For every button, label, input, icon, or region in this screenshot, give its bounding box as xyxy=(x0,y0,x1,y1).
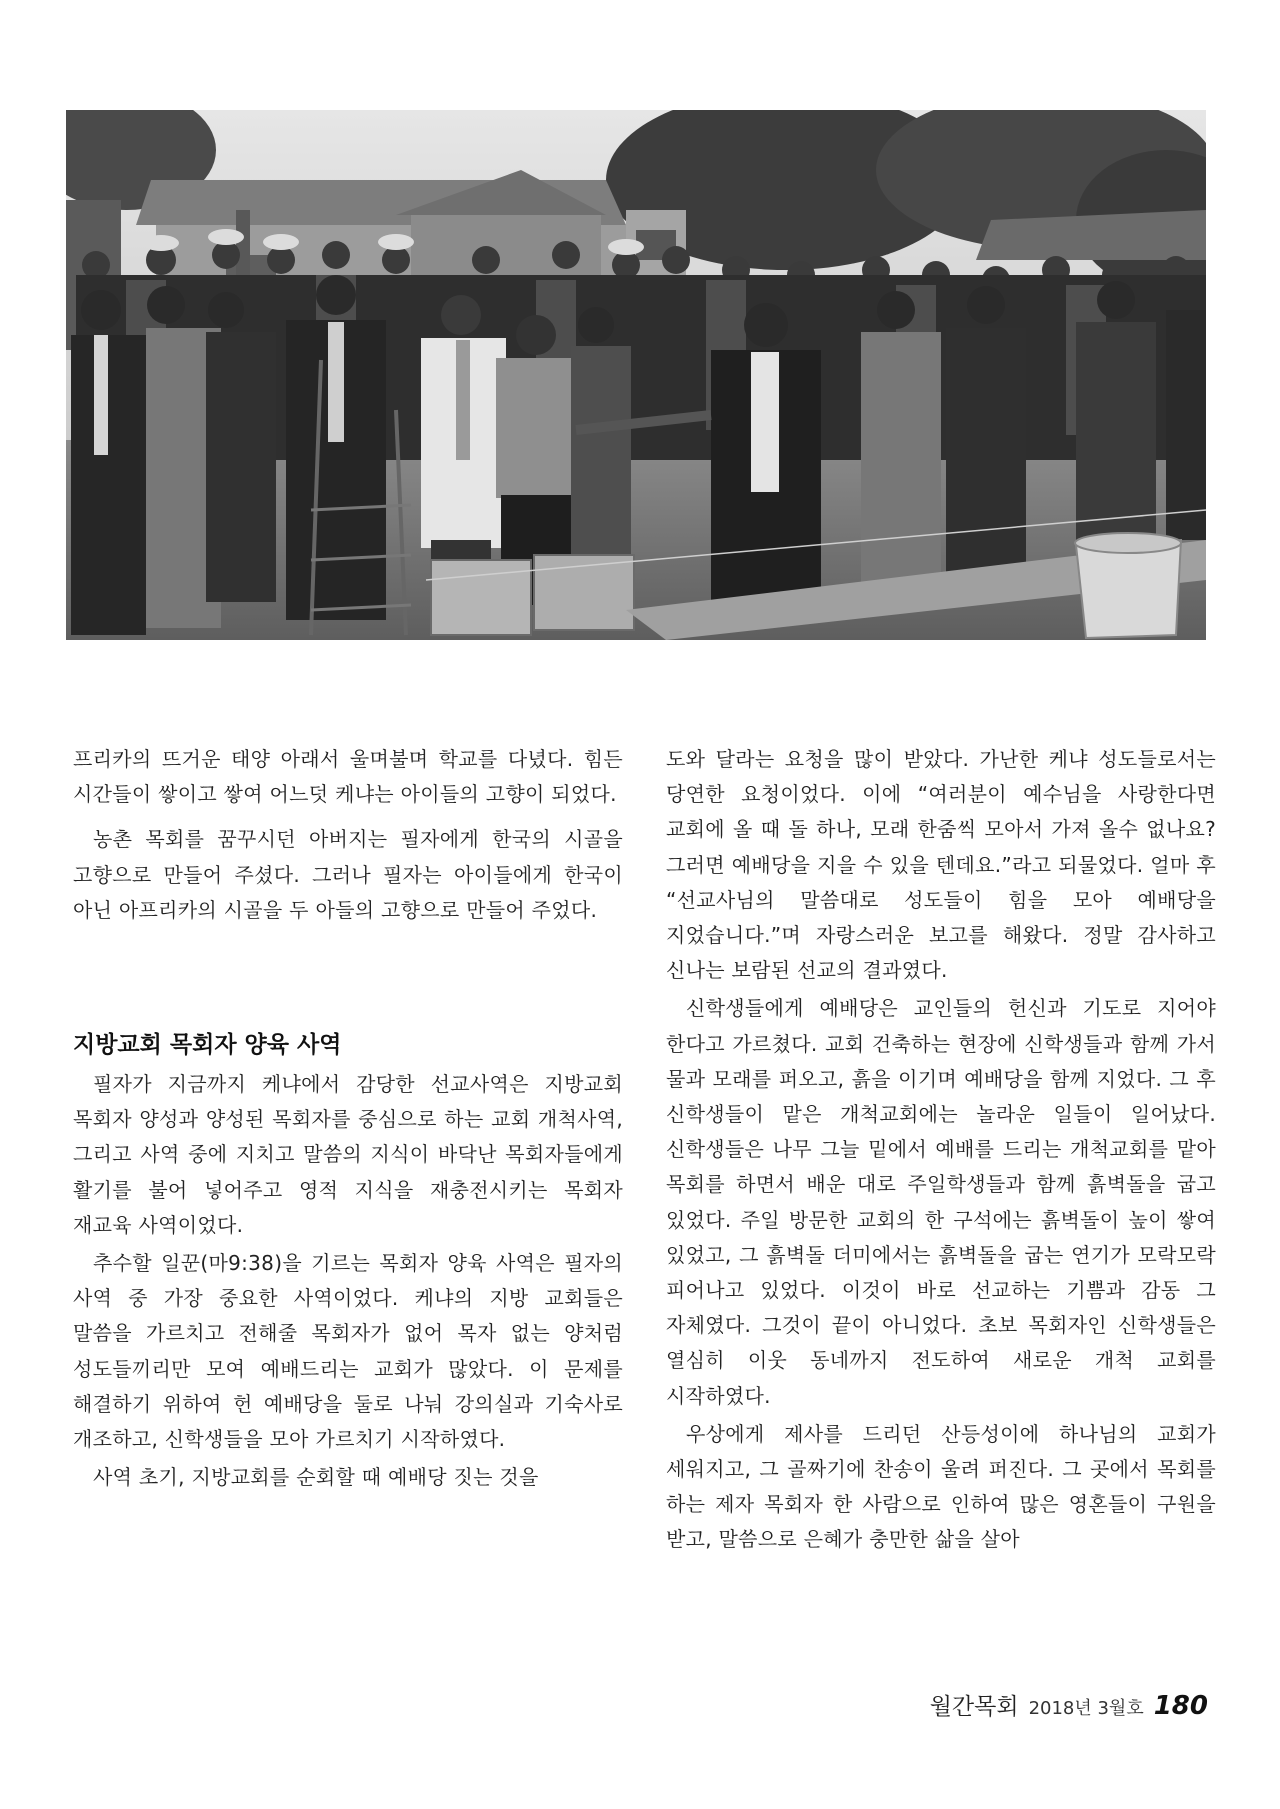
body-paragraph: 도와 달라는 요청을 많이 받았다. 가난한 케냐 성도들로서는 당연한 요청이었다. 이에 “여러분이 예수님을 사랑한다면 교회에 올 때 돌 하나, 모래 한줌씩 모아서 가져 올수 없나요? 그러면 예배당을 지을 수 있을 텐데요.”라고 되물었다. 얼마 후 “선교사님의 말씀대로 성도들이 힘을 모아 예배당을 지었습니다.”며 자랑스러운 보고를 해왔다. 정말 감사하고 신나는 보람된 선교의 결과였다. xyxy=(666,747,1216,983)
article-photo xyxy=(66,110,1206,640)
section-heading: 지방교회 목회자 양육 사역 xyxy=(73,1032,342,1059)
church-groundbreaking-photo xyxy=(66,110,1206,640)
body-paragraph: 신학생들에게 예배당은 교인들의 헌신과 기도로 지어야 한다고 가르쳤다. 교회 건축하는 현장에 신학생들과 함께 가서 물과 모래를 퍼오고, 흙을 이기며 예배당을 함께 지었다. 그 후 신학생들이 맡은 개척교회에는 놀라운 일들이 일어났다. 신학생들은 나무 그늘 밑에서 예배를 드리는 개척교회를 맡아 목회를 하면서 배운 대로 주일학생들과 함께 흙벽돌을 굽고 있었다. 주일 방문한 교회의 한 구석에는 흙벽돌이 높이 쌓여 있었고, 그 흙벽돌 더미에서는 흙벽돌을 굽는 연기가 모락모락 피어나고 있었다. 이것이 바로 선교하는 기쁨과 감동 그 자체였다. 그것이 끝이 아니었다. 초보 목회자인 신학생들은 열심히 이웃 동네까지 전도하여 새로운 개척 교회를 시작하였다. xyxy=(666,996,1216,1408)
body-paragraph: 농촌 목회를 꿈꾸시던 아버지는 필자에게 한국의 시골을 고향으로 만들어 주셨다. 그러나 필자는 아이들에게 한국이 아닌 아프리카의 시골을 두 아들의 고향으로 만들어 주었다. xyxy=(73,827,623,922)
issue-date: 2018년 3월호 xyxy=(1028,1698,1144,1719)
body-paragraph: 프리카의 뜨거운 태양 아래서 울며불며 학교를 다녔다. 힘든 시간들이 쌓이고 쌓여 어느덧 케냐는 아이들의 고향이 되었다. xyxy=(73,747,623,807)
magazine-name: 월간목회 xyxy=(929,1694,1019,1720)
right-column xyxy=(666,742,1216,1558)
body-paragraph: 추수할 일꾼(마9:38)을 기르는 목회자 양육 사역은 필자의 사역 중 가장 중요한 사역이었다. 케냐의 지방 교회들은 말씀을 가르치고 전해줄 목회자가 없어 목자 없는 양처럼 성도들끼리만 모여 예배드리는 교회가 많았다. 이 문제를 해결하기 위하여 헌 예배당을 둘로 나눠 강의실과 기숙사로 개조하고, 신학생들을 모아 가르치기 시작하였다. xyxy=(73,1251,623,1452)
left-column xyxy=(73,742,623,1495)
body-paragraph: 사역 초기, 지방교회를 순회할 때 예배당 짓는 것을 xyxy=(93,1465,539,1490)
body-paragraph: 우상에게 제사를 드리던 산등성이에 하나님의 교회가 세워지고, 그 골짜기에 찬송이 울려 퍼진다. 그 곳에서 목회를 하는 제자 목회자 한 사람으로 인하여 많은 영혼들이 구원을 받고, 말씀으로 은혜가 충만한 삶을 살아 xyxy=(666,1421,1216,1552)
body-paragraph: 필자가 지금까지 케냐에서 감당한 선교사역은 지방교회 목회자 양성과 양성된 목회자를 중심으로 하는 교회 개척사역, 그리고 사역 중에 지치고 말씀의 지식이 바닥난 목회자들에게 활기를 불어 넣어주고 영적 지식을 재충전시키는 목회자 재교육 사역이었다. xyxy=(73,1072,623,1237)
page-footer xyxy=(930,1688,1208,1728)
page-number: 180 xyxy=(1153,1691,1208,1721)
